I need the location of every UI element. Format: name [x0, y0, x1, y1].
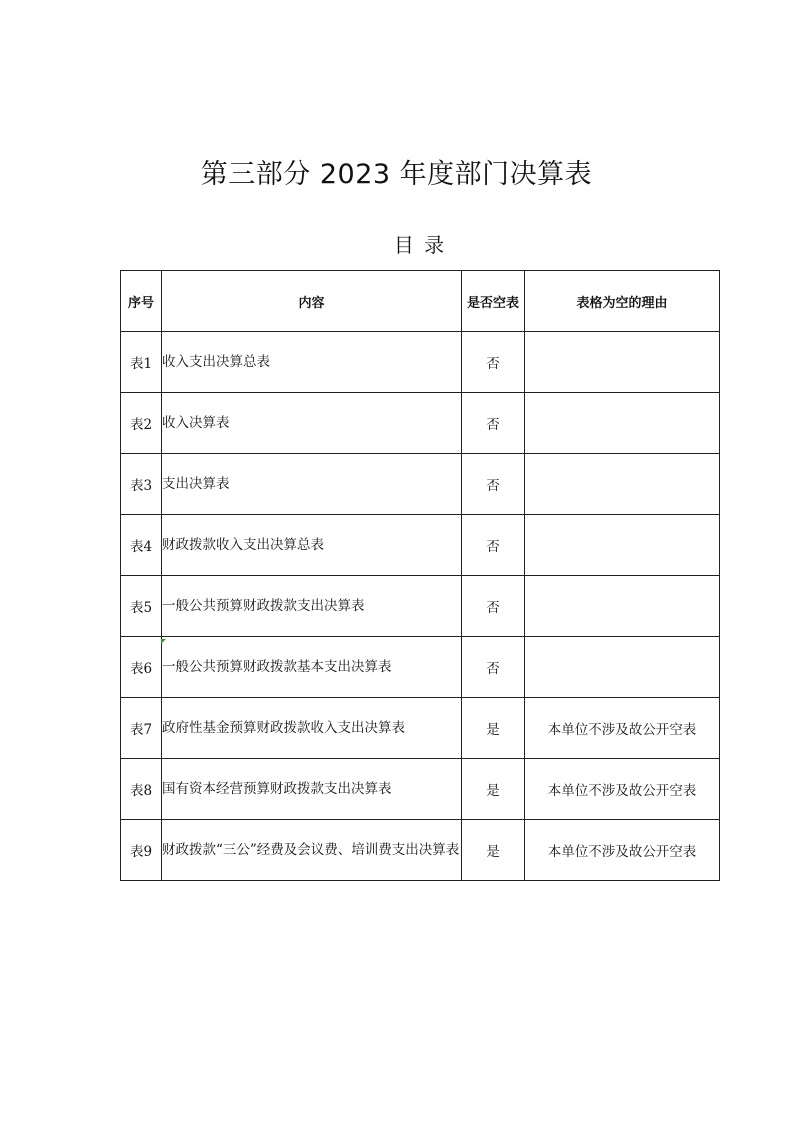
- row-reason: 本单位不涉及故公开空表: [525, 759, 720, 820]
- row-no: 表4: [121, 515, 162, 576]
- row-is-empty: 否: [462, 332, 525, 393]
- row-reason: 本单位不涉及故公开空表: [525, 698, 720, 759]
- row-no: 表7: [121, 698, 162, 759]
- row-content: 财政拨款“三公”经费及会议费、培训费支出决算表: [162, 820, 462, 881]
- cell-comment-marker: [161, 639, 166, 644]
- row-reason: [525, 576, 720, 637]
- row-reason: [525, 515, 720, 576]
- catalog-table: [120, 270, 720, 881]
- row-reason: [525, 393, 720, 454]
- row-is-empty: 否: [462, 393, 525, 454]
- row-content: 一般公共预算财政拨款基本支出决算表: [162, 637, 462, 698]
- row-content: 收入支出决算总表: [162, 332, 462, 393]
- row-is-empty: 否: [462, 637, 525, 698]
- row-is-empty: 是: [462, 820, 525, 881]
- table-row: [121, 759, 720, 820]
- row-no: 表2: [121, 393, 162, 454]
- page-title: 第三部分 2023 年度部门决算表: [200, 159, 593, 190]
- header-is-empty: 是否空表: [462, 271, 525, 332]
- table-row: [121, 820, 720, 881]
- row-is-empty: 否: [462, 576, 525, 637]
- row-reason: [525, 454, 720, 515]
- row-reason: [525, 637, 720, 698]
- row-no: 表5: [121, 576, 162, 637]
- row-no: 表3: [121, 454, 162, 515]
- row-no: 表8: [121, 759, 162, 820]
- header-reason: 表格为空的理由: [525, 271, 720, 332]
- row-no: 表6: [121, 637, 162, 698]
- table-row: [121, 637, 720, 698]
- table-row: [121, 515, 720, 576]
- row-is-empty: 否: [462, 515, 525, 576]
- row-reason: [525, 332, 720, 393]
- table-row: [121, 393, 720, 454]
- row-is-empty: 否: [462, 454, 525, 515]
- row-is-empty: 是: [462, 698, 525, 759]
- table-of-contents-heading: 目 录: [393, 233, 447, 257]
- header-no: 序号: [121, 271, 162, 332]
- row-content: 国有资本经营预算财政拨款支出决算表: [162, 759, 462, 820]
- row-content: 支出决算表: [162, 454, 462, 515]
- row-no: 表1: [121, 332, 162, 393]
- row-is-empty: 是: [462, 759, 525, 820]
- row-content: 政府性基金预算财政拨款收入支出决算表: [162, 698, 462, 759]
- row-reason: 本单位不涉及故公开空表: [525, 820, 720, 881]
- table-row: [121, 332, 720, 393]
- table-header-row: [121, 271, 720, 332]
- row-content: 一般公共预算财政拨款支出决算表: [162, 576, 462, 637]
- row-content: 财政拨款收入支出决算总表: [162, 515, 462, 576]
- row-no: 表9: [121, 820, 162, 881]
- table-row: [121, 698, 720, 759]
- table-row: [121, 576, 720, 637]
- table-row: [121, 454, 720, 515]
- header-content: 内容: [162, 271, 462, 332]
- row-content: 收入决算表: [162, 393, 462, 454]
